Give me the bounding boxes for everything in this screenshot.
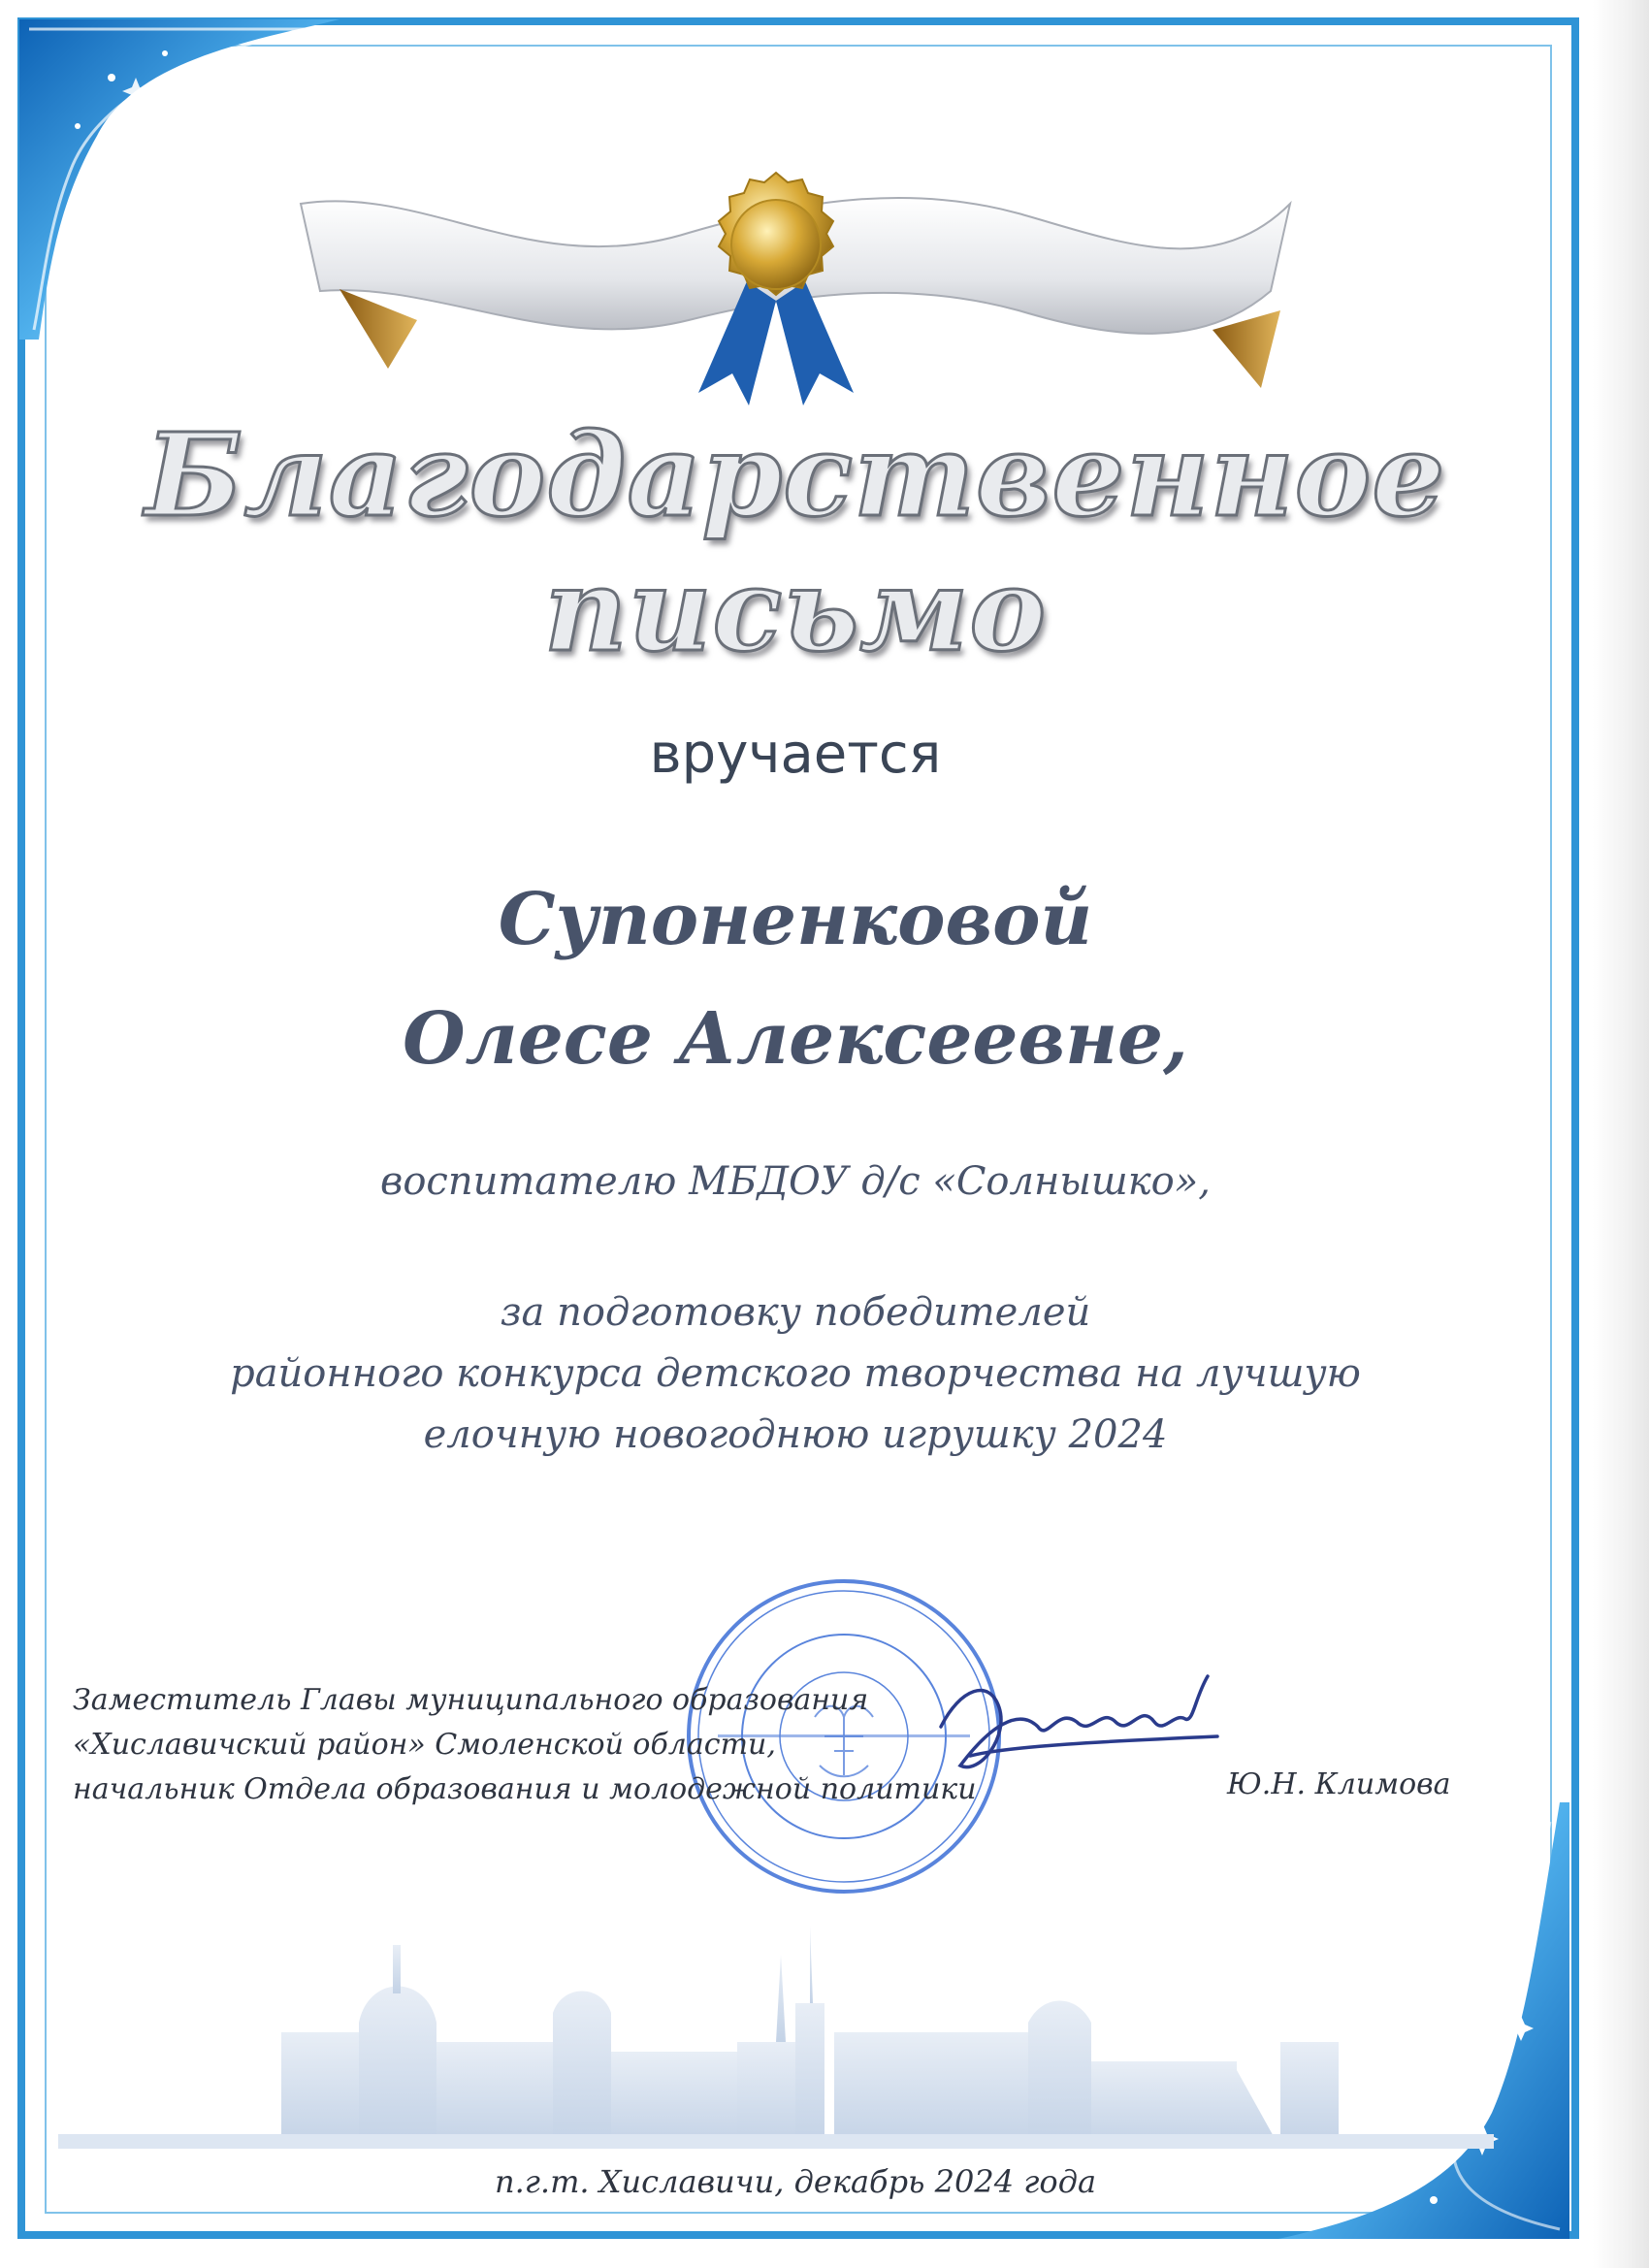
city-skyline: [58, 1916, 1494, 2149]
certificate-title: Благодарственное письмо: [145, 407, 1446, 677]
signatory-title: [73, 1678, 977, 1812]
scan-edge: [1593, 0, 1649, 2268]
recipient-surname: Супоненковой: [498, 878, 1093, 961]
recipient-given-names: Олесе Алексеевне,: [403, 997, 1188, 1081]
gold-medal: [679, 165, 873, 407]
signatory-title-line: «Хиславичский район» Смоленской области,: [73, 1728, 776, 1762]
reason-line: елочную новогоднюю игрушку 2024: [423, 1412, 1168, 1457]
recipient-position: воспитателю МБДОУ д/с «Солнышко»,: [380, 1159, 1211, 1204]
awarded-text: вручается: [649, 723, 942, 786]
signatory-title-line: Заместитель Главы муниципального образования: [73, 1683, 869, 1717]
place-date: п.г.т. Хиславичи, декабрь 2024 года: [494, 2163, 1097, 2200]
reason-line: за подготовку победителей: [500, 1290, 1091, 1335]
signatory-title-line: начальник Отдела образования и молодежной политики: [73, 1772, 977, 1806]
reason-line: районного конкурса детского творчества на лучшую: [230, 1351, 1361, 1396]
signatory-name: Ю.Н. Климова: [1227, 1767, 1451, 1801]
